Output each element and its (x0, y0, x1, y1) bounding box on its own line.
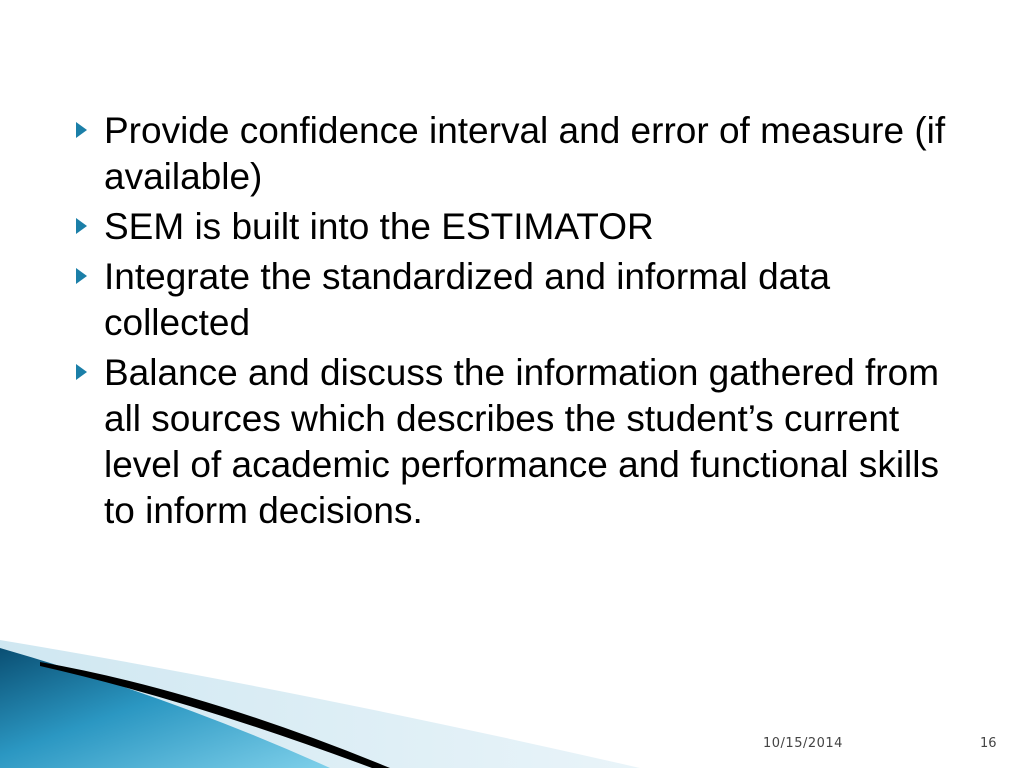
triangle-bullet-icon (76, 364, 87, 380)
triangle-bullet-icon (76, 268, 87, 284)
bullet-item (72, 204, 972, 250)
triangle-bullet-icon (76, 122, 87, 138)
bullet-item (72, 350, 972, 534)
bullet-text: SEM is built into the ESTIMATOR (104, 206, 654, 247)
footer-date: 10/15/2014 (763, 736, 843, 751)
bullet-item (72, 108, 972, 200)
bullet-list (72, 108, 972, 538)
triangle-bullet-icon (76, 218, 87, 234)
bullet-text: Integrate the standardized and informal data collected (104, 256, 831, 343)
bullet-text: Provide confidence interval and error of measure (if available) (104, 110, 946, 197)
footer-page-number: 16 (980, 736, 997, 751)
bullet-text: Balance and discuss the information gathered from all sources which describes the student’s current level of academic performance and functional skills to inform decisions. (104, 352, 940, 531)
bullet-item (72, 254, 972, 346)
